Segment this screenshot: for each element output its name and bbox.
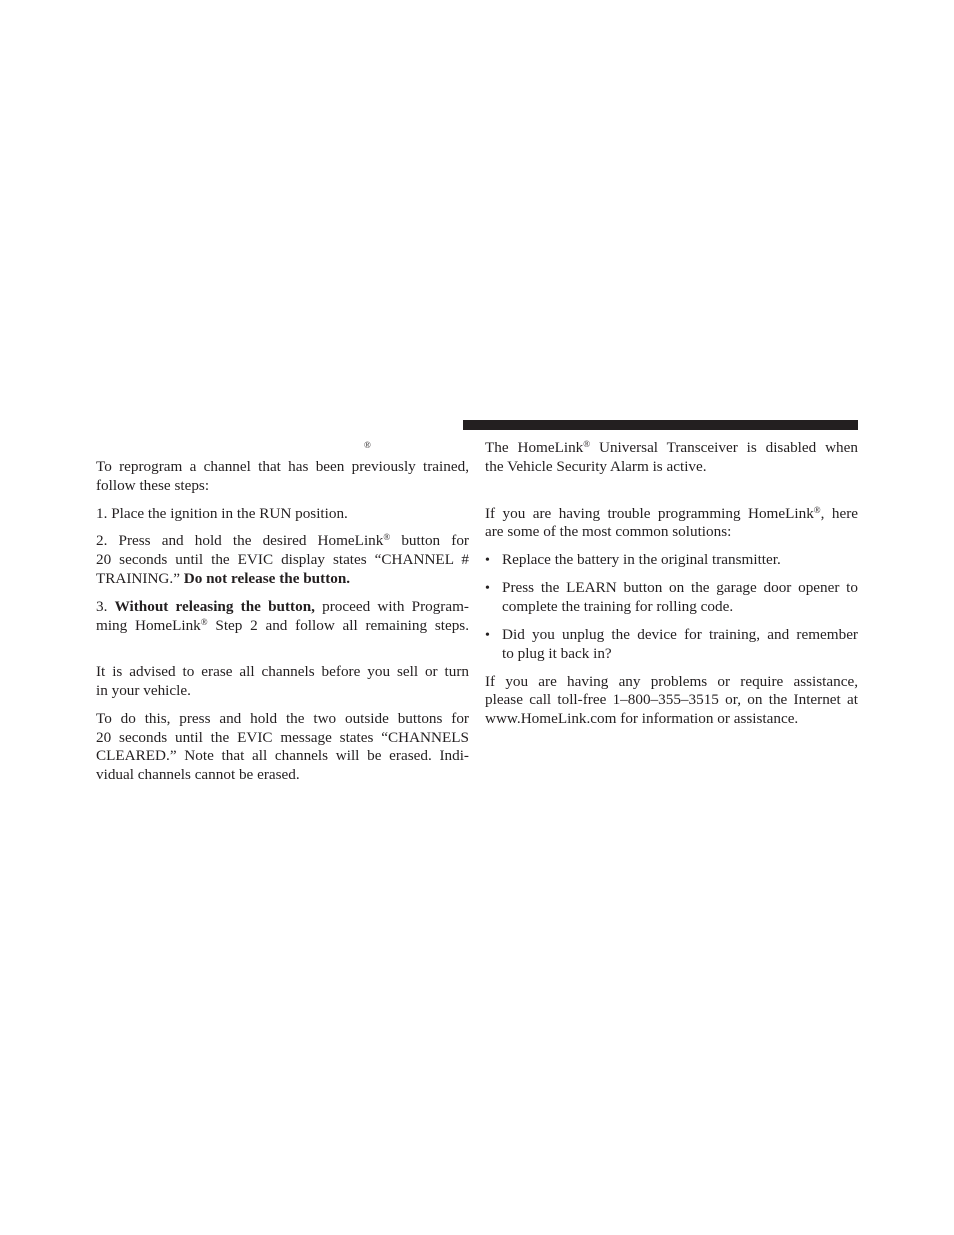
text-line: Replace the battery in the original transmitter. <box>502 551 781 568</box>
text-run: 3. <box>96 598 115 615</box>
text-run: ming HomeLink <box>96 617 201 634</box>
text-line: CLEARED.” Note that all channels will be erased. Indi- <box>96 747 469 764</box>
section-divider-bar <box>463 420 858 430</box>
registered-mark: ® <box>383 532 391 542</box>
bold-instruction: Without releasing the button, <box>114 598 315 615</box>
text-line: the Vehicle Security Alarm is active. <box>485 458 707 475</box>
bold-warning: Do not release the button. <box>183 570 351 587</box>
text-line <box>96 617 469 636</box>
text-run: , here <box>820 505 858 522</box>
bullet-icon: • <box>485 581 490 596</box>
text-line <box>96 598 469 617</box>
bullet-icon: • <box>485 553 490 568</box>
text-line: 20 seconds until the EVIC display states “CHANNEL # <box>96 551 469 568</box>
registered-mark: ® <box>583 439 591 449</box>
text-line: follow these steps: <box>96 477 210 494</box>
text-line: If you are having any problems or require assistance, <box>485 673 858 690</box>
bullet-icon: • <box>485 628 490 643</box>
text-run: Step 2 and follow all remaining steps. <box>207 617 469 634</box>
text-line <box>96 532 469 551</box>
text-run: The HomeLink <box>485 439 584 456</box>
text-line: are some of the most common solutions: <box>485 523 732 540</box>
text-line: Press the LEARN button on the garage door opener to <box>502 579 858 596</box>
text-line <box>485 439 858 458</box>
text-line: please call toll-free 1–800–355–3515 or, on the Internet at <box>485 691 858 708</box>
step-1: 1. Place the ignition in the RUN position. <box>96 505 348 522</box>
text-run: 2. Press and hold the desired HomeLink <box>96 532 384 549</box>
text-line: www.HomeLink.com for information or assistance. <box>485 710 799 727</box>
text-line: complete the training for rolling code. <box>502 598 734 615</box>
text-line <box>485 505 858 524</box>
registered-mark-orphan: ® <box>364 440 371 450</box>
text-line: It is advised to erase all channels before you sell or turn <box>96 663 469 680</box>
text-line: to plug it back in? <box>502 645 612 662</box>
text-line: To reprogram a channel that has been previously trained, <box>96 458 469 475</box>
text-run: button for <box>390 532 469 549</box>
text-run: proceed with Program- <box>314 598 469 615</box>
text-line: in your vehicle. <box>96 682 191 699</box>
text-line <box>96 570 350 589</box>
text-run: TRAINING.” <box>96 570 184 587</box>
text-run: Universal Transceiver is disabled when <box>590 439 858 456</box>
text-line: vidual channels cannot be erased. <box>96 766 300 783</box>
text-run: If you are having trouble programming HomeLink <box>485 505 814 522</box>
text-line: To do this, press and hold the two outside buttons for <box>96 710 469 727</box>
registered-mark: ® <box>200 617 208 627</box>
text-line: 20 seconds until the EVIC message states “CHANNELS <box>96 729 469 746</box>
text-line: Did you unplug the device for training, and remember <box>502 626 858 643</box>
registered-mark: ® <box>813 505 821 515</box>
